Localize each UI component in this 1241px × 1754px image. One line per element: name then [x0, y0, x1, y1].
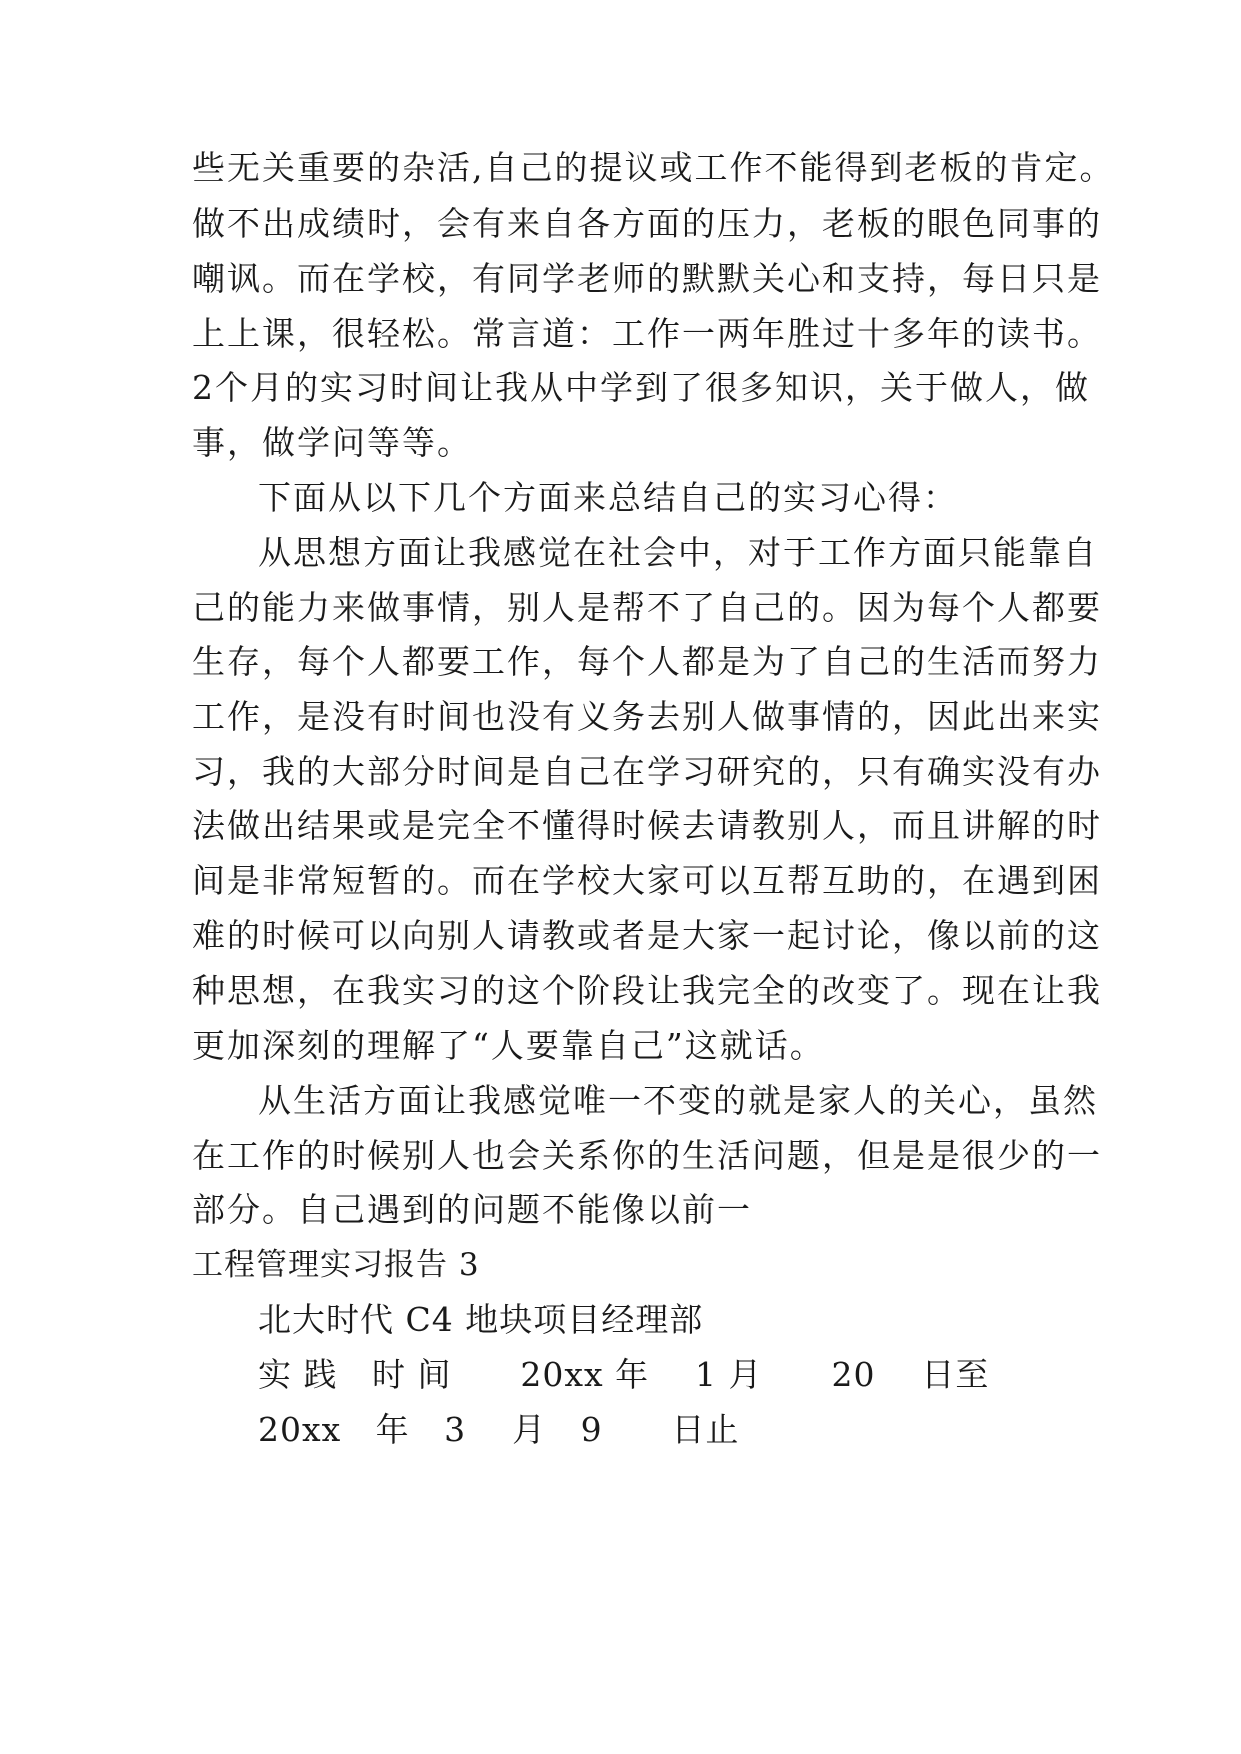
section-title: 工程管理实习报告 3 [192, 1247, 480, 1283]
body-line: 己的能力来做事情，别人是帮不了自己的。因为每个人都要 [192, 588, 1102, 627]
body-line: 些无关重要的杂活,自己的提议或工作不能得到老板的肯定。 [192, 148, 1115, 187]
practice-time-end: 20xx 年 3 月 9 日止 [258, 1410, 740, 1449]
body-line: 部分。自己遇到的问题不能像以前一 [192, 1190, 752, 1229]
body-line: 2个月的实习时间让我从中学到了很多知识，关于做人，做 [192, 368, 1090, 407]
paragraph-start: 从生活方面让我感觉唯一不变的就是家人的关心，虽然 [258, 1081, 1098, 1120]
body-line: 法做出结果或是完全不懂得时候去请教别人，而且讲解的时 [192, 806, 1102, 845]
body-line: 更加深刻的理解了“人要靠自己”这就话。 [192, 1026, 825, 1065]
body-line: 工作，是没有时间也没有义务去别人做事情的，因此出来实 [192, 697, 1102, 736]
body-line: 难的时候可以向别人请教或者是大家一起讨论，像以前的这 [192, 916, 1102, 955]
body-line: 上上课，很轻松。常言道：工作一两年胜过十多年的读书。 [192, 314, 1102, 353]
practice-time-start: 实 践 时 间 20xx 年 1 月 20 日至 [258, 1355, 990, 1394]
body-line: 习，我的大部分时间是自己在学习研究的，只有确实没有办 [192, 752, 1102, 791]
body-line: 事，做学问等等。 [192, 423, 472, 462]
body-line: 间是非常短暂的。而在学校大家可以互帮互助的，在遇到困 [192, 861, 1102, 900]
paragraph-start: 从思想方面让我感觉在社会中，对于工作方面只能靠自 [258, 533, 1098, 572]
body-line: 嘲讽。而在学校，有同学老师的默默关心和支持，每日只是 [192, 259, 1102, 298]
project-name: 北大时代 C4 地块项目经理部 [258, 1300, 704, 1339]
body-line: 做不出成绩时，会有来自各方面的压力，老板的眼色同事的 [192, 204, 1102, 243]
body-line: 种思想，在我实习的这个阶段让我完全的改变了。现在让我 [192, 971, 1102, 1010]
paragraph-intro: 下面从以下几个方面来总结自己的实习心得： [258, 478, 958, 517]
body-line: 生存，每个人都要工作，每个人都是为了自己的生活而努力 [192, 642, 1102, 681]
body-line: 在工作的时候别人也会关系你的生活问题，但是是很少的一 [192, 1136, 1102, 1175]
